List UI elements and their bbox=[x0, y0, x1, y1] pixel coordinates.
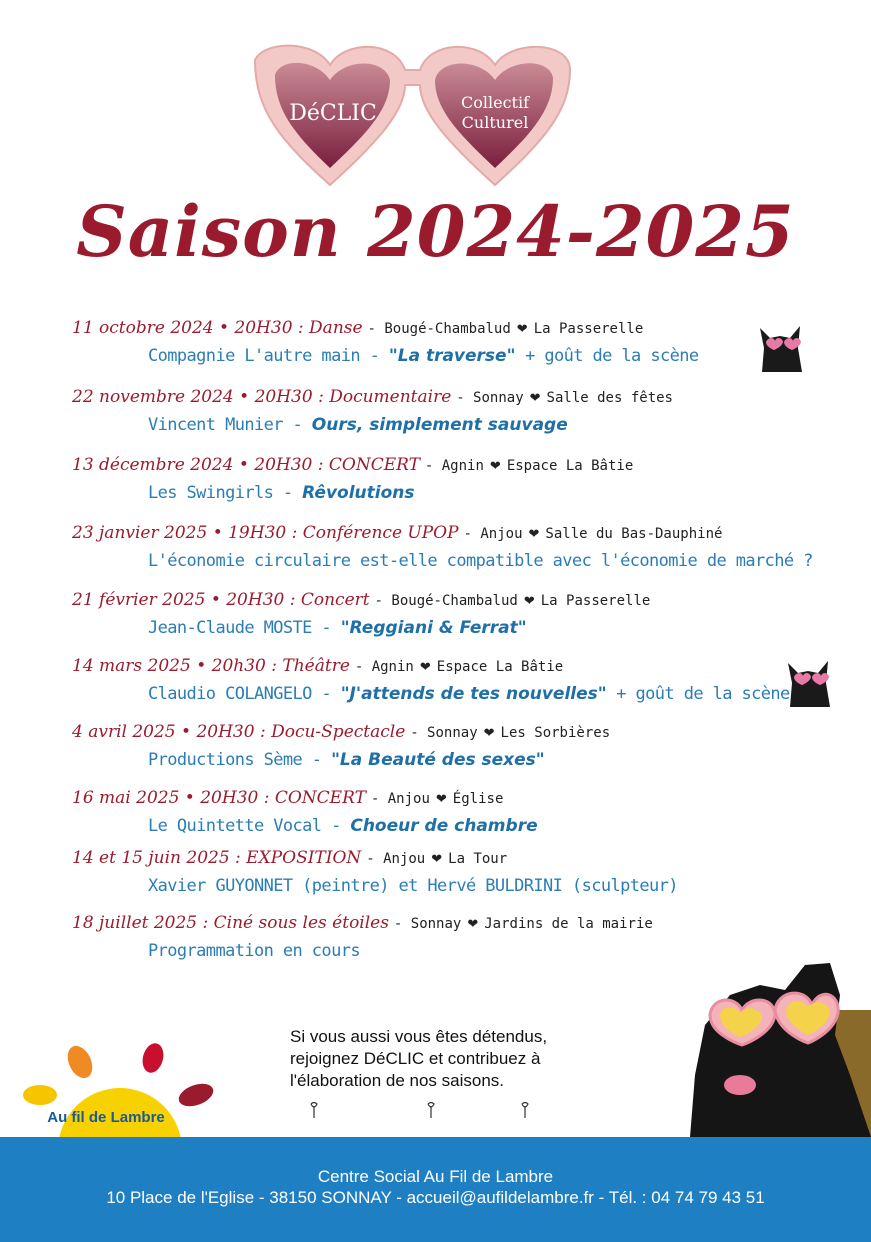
event-item bbox=[72, 913, 792, 963]
event-work: "La traverse" bbox=[388, 346, 516, 366]
event-location: - Bougé-Chambalud bbox=[367, 321, 511, 337]
event-location: - Sonnay bbox=[393, 916, 462, 932]
scottie-dog-photo bbox=[690, 955, 871, 1137]
event-item bbox=[72, 590, 792, 640]
event-work: Rêvolutions bbox=[302, 483, 415, 503]
event-extra: + goût de la scène bbox=[515, 346, 699, 366]
event-date: 18 juillet 2025 : Ciné sous les étoiles bbox=[72, 913, 389, 933]
event-item bbox=[72, 318, 792, 368]
heart-icon: ❤ bbox=[435, 792, 447, 807]
event-artist: Xavier GUYONNET (peintre) et Hervé BULDRINI (sculpteur) bbox=[148, 876, 678, 896]
event-artist: Programmation en cours bbox=[148, 941, 360, 961]
event-venue: Espace La Bâtie bbox=[506, 458, 634, 474]
event-venue: La Tour bbox=[448, 851, 508, 867]
event-description bbox=[72, 814, 792, 838]
event-date: 21 février 2025 • 20H30 : Concert bbox=[72, 590, 370, 610]
event-header bbox=[72, 523, 792, 545]
event-location: - Sonnay bbox=[456, 390, 524, 406]
event-date: 16 mai 2025 • 20H30 : CONCERT bbox=[72, 788, 366, 808]
event-item bbox=[72, 848, 792, 898]
event-description bbox=[72, 549, 813, 573]
event-location: - Anjou bbox=[463, 526, 523, 542]
event-location: - Bougé-Chambalud bbox=[374, 593, 518, 609]
event-artist: L'économie circulaire est-elle compatible avec l'économie de marché ? bbox=[148, 551, 813, 571]
event-item bbox=[72, 722, 792, 772]
event-location: - Anjou bbox=[370, 791, 430, 807]
footer-line-1: Centre Social Au Fil de Lambre bbox=[317, 1167, 554, 1186]
event-location: - Sonnay bbox=[410, 725, 478, 741]
event-venue: La Passerelle bbox=[540, 593, 651, 609]
event-description bbox=[72, 939, 792, 963]
event-header bbox=[72, 913, 792, 935]
event-artist: Productions Sème - bbox=[148, 750, 332, 770]
heart-icon: ❤ bbox=[483, 726, 495, 741]
event-header bbox=[72, 455, 792, 477]
event-header bbox=[72, 318, 792, 340]
footer-line-2: 10 Place de l'Eglise - 38150 SONNAY - accueil@aufildelambre.fr - Tél. : 04 74 79 43 51 bbox=[106, 1188, 765, 1207]
event-header bbox=[72, 656, 792, 678]
event-header bbox=[72, 590, 792, 612]
event-description bbox=[72, 874, 792, 898]
note-line-2: rejoignez DéCLIC et contribuez à bbox=[290, 1049, 541, 1068]
event-date: 14 et 15 juin 2025 : EXPOSITION bbox=[72, 848, 362, 868]
note-line-3: l'élaboration de nos saisons. bbox=[290, 1071, 504, 1090]
heart-icon: ❤ bbox=[529, 391, 541, 406]
event-description bbox=[72, 344, 792, 368]
event-description bbox=[72, 616, 792, 640]
glasses-right-text-2: Culturel bbox=[461, 113, 529, 132]
heart-icon: ❤ bbox=[489, 459, 501, 474]
event-location: - Agnin bbox=[354, 659, 414, 675]
event-header bbox=[72, 387, 792, 409]
join-note bbox=[290, 1026, 610, 1092]
event-artist: Claudio COLANGELO - bbox=[148, 684, 341, 704]
event-item bbox=[72, 455, 792, 505]
event-work: "J'attends de tes nouvelles" bbox=[340, 684, 607, 704]
event-venue: Salle des fêtes bbox=[546, 390, 673, 406]
event-date: 11 octobre 2024 • 20H30 : Danse bbox=[72, 318, 363, 338]
event-item bbox=[72, 523, 813, 573]
glasses-right-text-1: Collectif bbox=[460, 93, 530, 112]
event-artist: Le Quintette Vocal - bbox=[148, 816, 351, 836]
event-description bbox=[72, 481, 792, 505]
event-artist: Les Swingirls - bbox=[148, 483, 303, 503]
event-date: 23 janvier 2025 • 19H30 : Conférence UPOP bbox=[72, 523, 459, 543]
event-item bbox=[72, 788, 792, 838]
logo-name: Au fil de Lambre bbox=[47, 1109, 165, 1126]
heart-icon: ❤ bbox=[467, 917, 479, 932]
event-venue: Jardins de la mairie bbox=[484, 916, 653, 932]
event-artist: Vincent Munier - bbox=[148, 415, 312, 435]
event-location: - Anjou bbox=[366, 851, 426, 867]
note-line-1: Si vous aussi vous êtes détendus, bbox=[290, 1027, 548, 1046]
heart-icon: ❤ bbox=[516, 322, 528, 337]
event-date: 13 décembre 2024 • 20H30 : CONCERT bbox=[72, 455, 420, 475]
heart-icon: ❤ bbox=[523, 594, 535, 609]
event-artist: Jean-Claude MOSTE - bbox=[148, 618, 341, 638]
heart-icon: ❤ bbox=[419, 660, 431, 675]
scottie-dog-icon bbox=[754, 320, 810, 372]
tulip-icons bbox=[310, 1100, 550, 1122]
event-artist: Compagnie L'autre main - bbox=[148, 346, 389, 366]
event-extra: + goût de la scène bbox=[606, 684, 790, 704]
event-work: "La Beauté des sexes" bbox=[331, 750, 545, 770]
event-description bbox=[72, 748, 792, 772]
event-work: "Reggiani & Ferrat" bbox=[340, 618, 527, 638]
event-date: 22 novembre 2024 • 20H30 : Documentaire bbox=[72, 387, 452, 407]
event-venue: Église bbox=[452, 791, 504, 807]
event-header bbox=[72, 788, 792, 810]
heart-glasses-logo bbox=[245, 40, 580, 190]
event-header bbox=[72, 848, 792, 870]
event-description bbox=[72, 413, 792, 437]
event-date: 14 mars 2025 • 20h30 : Théâtre bbox=[72, 656, 350, 676]
event-item bbox=[72, 387, 792, 437]
event-location: - Agnin bbox=[424, 458, 484, 474]
event-venue: Les Sorbières bbox=[500, 725, 611, 741]
event-venue: Salle du Bas-Dauphiné bbox=[545, 526, 723, 542]
event-work: Choeur de chambre bbox=[350, 816, 538, 836]
event-item bbox=[72, 656, 792, 706]
glasses-left-text: DéCLIC bbox=[289, 101, 377, 126]
heart-icon: ❤ bbox=[528, 527, 540, 542]
scottie-dog-icon bbox=[782, 655, 838, 707]
event-work: Ours, simplement sauvage bbox=[311, 415, 568, 435]
event-date: 4 avril 2025 • 20H30 : Docu-Spectacle bbox=[72, 722, 406, 742]
event-header bbox=[72, 722, 792, 744]
event-venue: Espace La Bâtie bbox=[436, 659, 564, 675]
season-title: Saison 2024-2025 bbox=[76, 190, 795, 273]
heart-icon: ❤ bbox=[431, 852, 443, 867]
event-venue: La Passerelle bbox=[533, 321, 644, 337]
event-description bbox=[72, 682, 792, 706]
